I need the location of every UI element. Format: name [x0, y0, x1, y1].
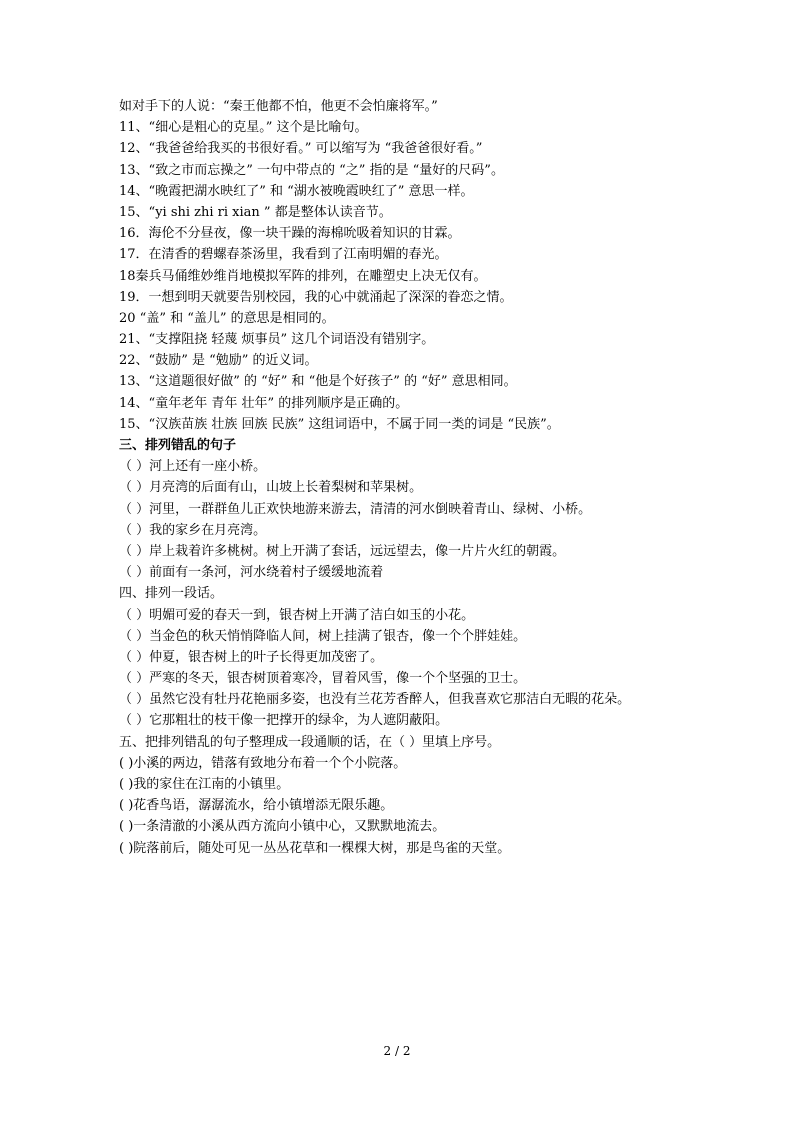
text-line: ( )一条清澈的小溪从西方流向小镇中心，又默默地流去。 — [119, 819, 446, 835]
text-line: 如对手下的人说：“秦王他都不怕，他更不会怕廉将军。” — [119, 99, 438, 114]
text-line: （ ）河里，一群群鱼儿正欢快地游来游去，清清的河水倒映着青山、绿树、小桥。 — [119, 501, 592, 517]
text-line: （ ）仲夏，银杏树上的叶子长得更加茂密了。 — [119, 649, 384, 665]
text-line: （ ）月亮湾的后面有山，山坡上长着梨树和苹果树。 — [119, 480, 423, 496]
text-line: 11、“细心是粗心的克星。” 这个是比喻句。 — [119, 120, 368, 136]
text-line: （ ）当金色的秋天悄悄降临人间，树上挂满了银杏，像一个个胖娃娃。 — [119, 628, 527, 644]
text-line: 12、“我爸爸给我买的书很好看。” 可以缩写为 “我爸爸很好看。” — [119, 141, 483, 157]
text-line: ( )我的家住在江南的小镇里。 — [119, 777, 290, 792]
text-line: 18秦兵马俑维妙维肖地模拟军阵的排列，在雕塑史上决无仅有。 — [119, 268, 487, 284]
text-line: （ ）它那粗壮的枝干像一把撑开的绿伞，为人遮阴蔽阳。 — [119, 713, 449, 729]
text-line: 22、“鼓励” 是 “勉励” 的近义词。 — [119, 353, 318, 369]
text-line: 21、“支撑阻挠 轻蔑 烦事员” 这几个词语没有错别字。 — [119, 332, 435, 348]
text-line: 14、“晚霞把湖水映红了” 和 “湖水被晚霞映红了” 意思一样。 — [119, 183, 474, 199]
text-line: 19．一想到明天就要告别校园，我的心中就涌起了深深的眷恋之情。 — [119, 289, 513, 305]
text-line: （ ）虽然它没有牡丹花艳丽多姿，也没有兰花芳香醉人，但我喜欢它那洁白无暇的花朵。 — [119, 692, 631, 708]
text-line: 15、“yi shi zhi ri xian ” 都是整体认读音节。 — [119, 204, 392, 220]
text-line: 16．海伦不分昼夜，像一块干躁的海棉吮吸着知识的甘霖。 — [119, 226, 461, 242]
text-line: （ ）前面有一条河，河水绕着村子缓缓地流着 — [119, 565, 384, 581]
text-line: （ ）河上还有一座小桥。 — [119, 459, 267, 475]
text-line: （ ）明媚可爱的春天一到，银杏树上开满了洁白如玉的小花。 — [119, 607, 475, 623]
text-line: 五、把排列错乱的句子整理成一段通顺的话，在（ ）里填上序号。 — [119, 734, 501, 750]
document-body — [119, 96, 679, 859]
text-line: 20 “盖” 和 “盖儿” 的意思是相同的。 — [119, 310, 335, 326]
text-line: 13、“致之市而忘操之” 一句中带点的 “之” 指的是 “量好的尺码”。 — [119, 162, 504, 178]
text-line: ( )小溪的两边，错落有致地分布着一个个小院落。 — [119, 755, 407, 771]
text-line: 17．在清香的碧螺春茶汤里，我看到了江南明媚的春光。 — [119, 247, 448, 263]
section-heading: 三、排列错乱的句子 — [119, 438, 237, 453]
text-line: 13、“这道题很好做” 的 “好” 和 “他是个好孩子” 的 “好” 意思相同。 — [119, 374, 517, 390]
text-line: （ ）岸上栽着许多桃树。树上开满了套话，远远望去，像一片片火红的朝霞。 — [119, 543, 566, 559]
text-line: （ ）严寒的冬天，银杏树顶着寒冷，冒着风雪，像一个个坚强的卫士。 — [119, 671, 527, 687]
text-line: （ ）我的家乡在月亮湾。 — [119, 522, 267, 538]
text-line: 四、排列一段话。 — [119, 586, 224, 602]
text-line: 15、“汉族苗族 壮族 回族 民族” 这组词语中，不属于同一类的词是 “民族”。 — [119, 416, 560, 432]
page-number: 2 / 2 — [383, 1044, 411, 1058]
text-line: ( )院落前后，随处可见一丛丛花草和一棵棵大树，那是鸟雀的天堂。 — [119, 840, 511, 856]
text-line: ( )花香鸟语，潺潺流水，给小镇增添无限乐趣。 — [119, 798, 394, 814]
text-line: 14、“童年老年 青年 壮年” 的排列顺序是正确的。 — [119, 395, 409, 411]
